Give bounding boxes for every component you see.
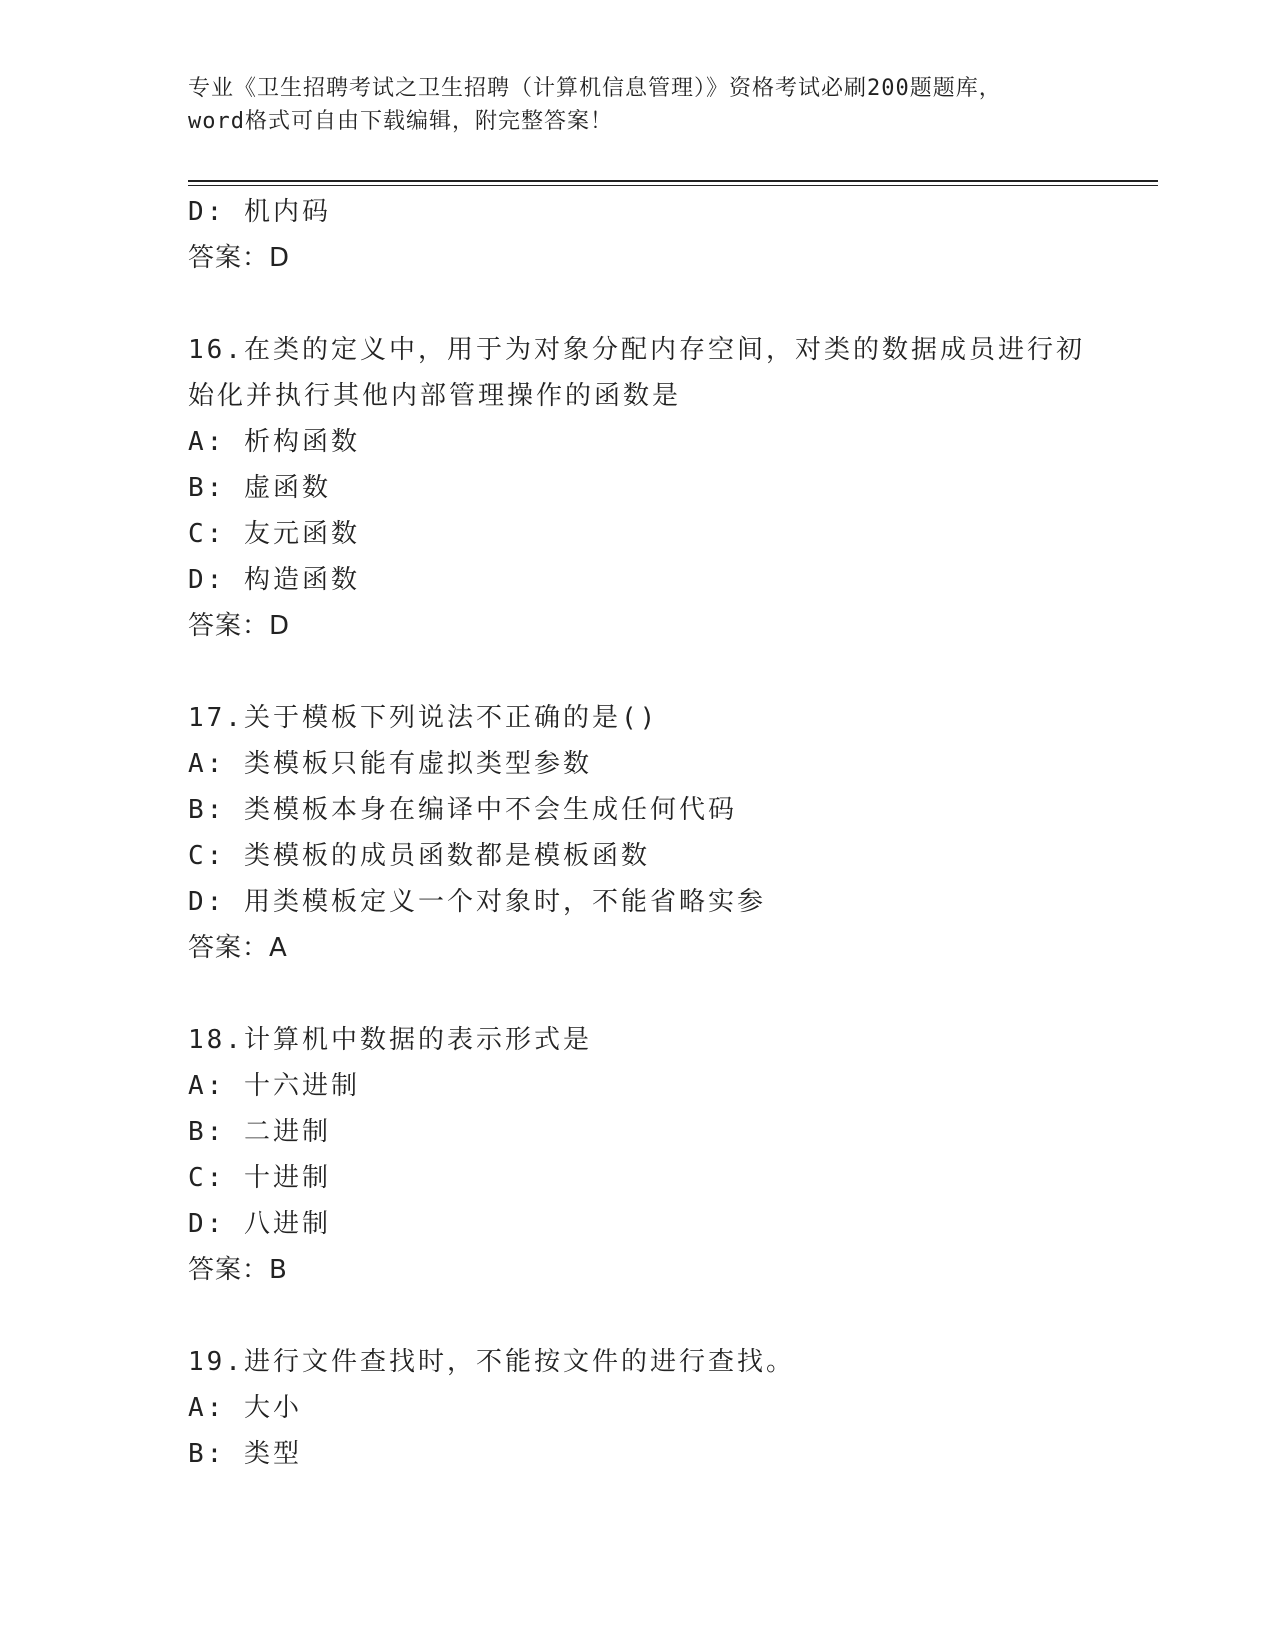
option-b: B: 二进制 [188, 1117, 331, 1147]
option-a: A: 十六进制 [188, 1071, 360, 1101]
question-19 [188, 1339, 1158, 1477]
option-a: A: 类模板只能有虚拟类型参数 [188, 749, 592, 779]
spacer [188, 649, 1158, 695]
option-a: A: 析构函数 [188, 427, 360, 457]
answer-line: 答案：B [188, 1255, 288, 1285]
answer-line: 答案：D [188, 243, 291, 273]
option-c: C: 友元函数 [188, 519, 360, 549]
option-d: D: 构造函数 [188, 565, 360, 595]
question-stem-continued: 始化并执行其他内部管理操作的函数是 [188, 381, 682, 411]
option-b: B: 类型 [188, 1439, 302, 1469]
question-stem: 17.关于模板下列说法不正确的是() [188, 703, 659, 733]
question-stem: 18.计算机中数据的表示形式是 [188, 1025, 592, 1055]
question-16 [188, 327, 1158, 649]
question-18 [188, 1017, 1158, 1293]
option-d: D: 机内码 [188, 197, 331, 227]
option-d: D: 用类模板定义一个对象时，不能省略实参 [188, 887, 766, 917]
spacer [188, 1293, 1158, 1339]
document-header [188, 72, 1088, 138]
header-divider [188, 180, 1158, 186]
answer-line: 答案：D [188, 611, 291, 641]
spacer [188, 281, 1158, 327]
question-17 [188, 695, 1158, 971]
question-15 [188, 189, 1158, 281]
spacer [188, 971, 1158, 1017]
option-b: B: 虚函数 [188, 473, 331, 503]
option-a: A: 大小 [188, 1393, 302, 1423]
option-c: C: 类模板的成员函数都是模板函数 [188, 841, 650, 871]
option-b: B: 类模板本身在编译中不会生成任何代码 [188, 795, 737, 825]
question-stem: 16.在类的定义中，用于为对象分配内存空间，对类的数据成员进行初 [188, 335, 1085, 365]
question-list [188, 189, 1158, 1477]
option-d: D: 八进制 [188, 1209, 331, 1239]
option-c: C: 十进制 [188, 1163, 331, 1193]
header-title-line-1: 专业《卫生招聘考试之卫生招聘（计算机信息管理）》资格考试必刷200题题库， [188, 76, 1002, 101]
answer-line: 答案：A [188, 933, 288, 963]
question-stem: 19.进行文件查找时，不能按文件的进行查找。 [188, 1347, 795, 1377]
header-title-line-2: word格式可自由下载编辑，附完整答案！ [188, 109, 613, 134]
